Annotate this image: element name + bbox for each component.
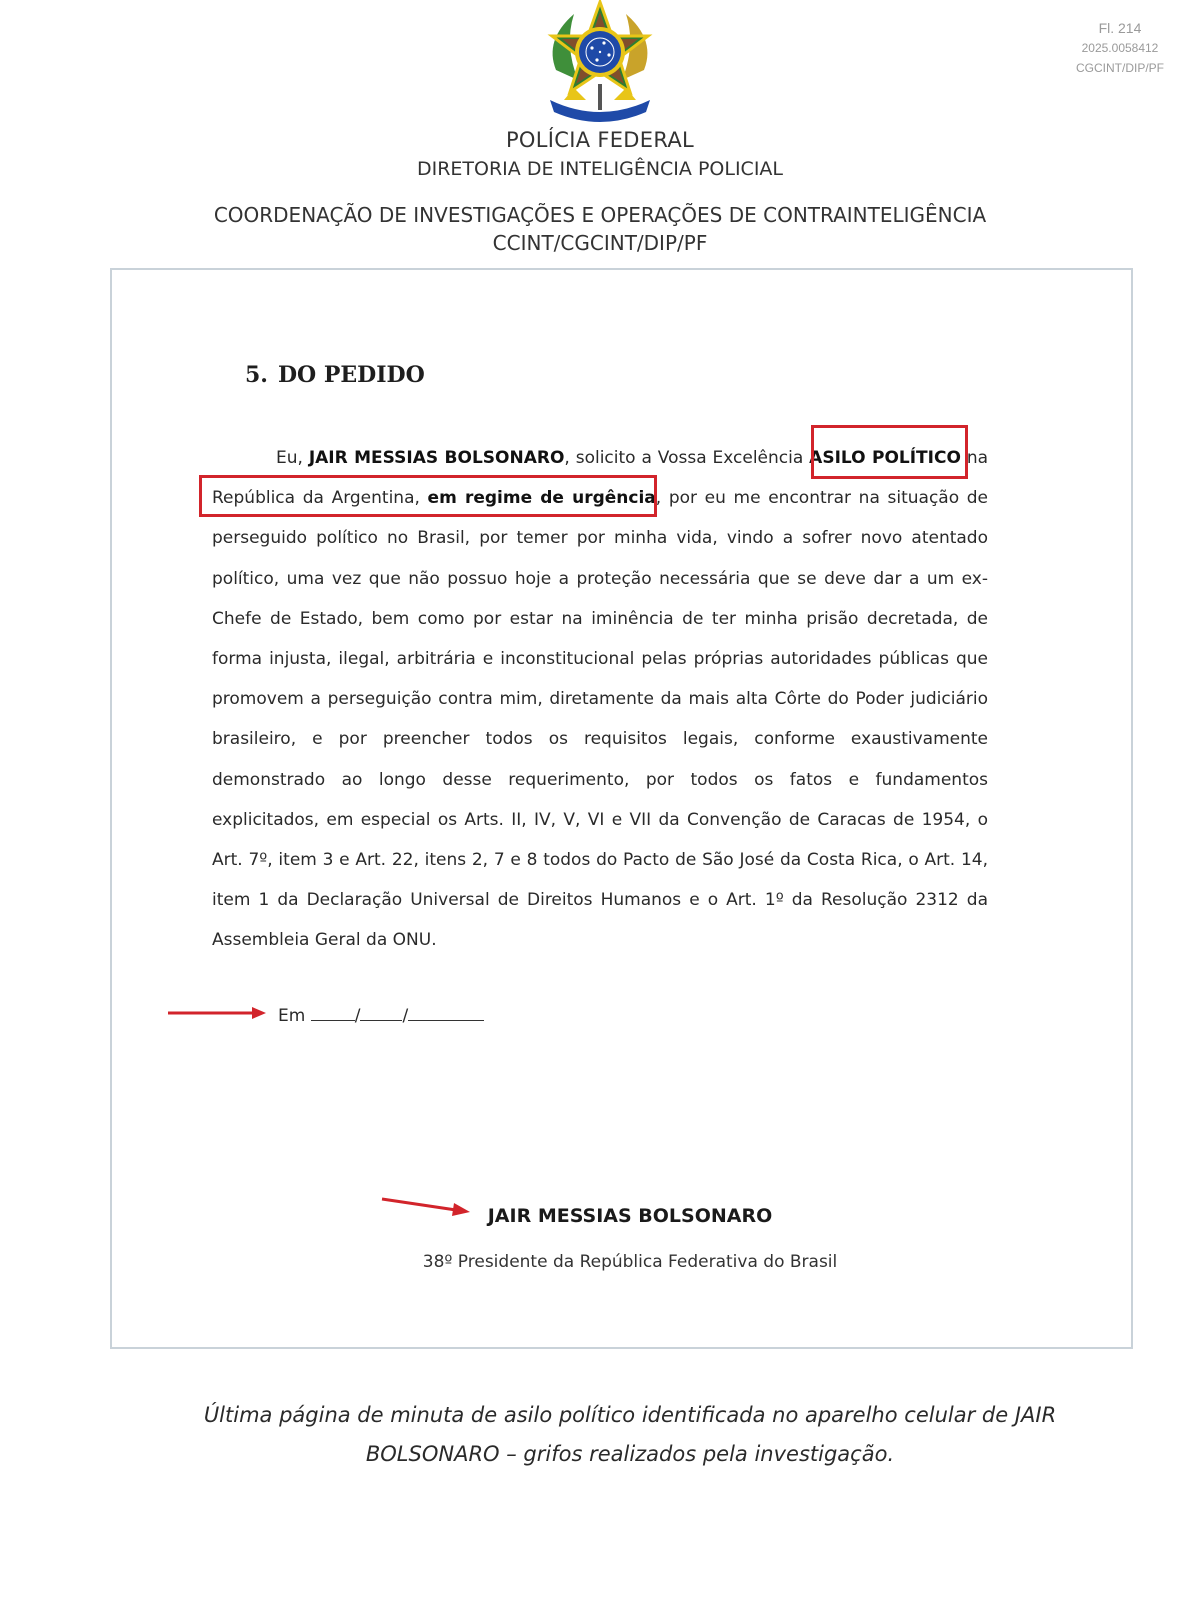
date-line — [278, 1006, 484, 1026]
date-day-blank — [311, 1006, 355, 1021]
paragraph-text: Eu, — [276, 448, 309, 468]
red-arrow-icon — [168, 1006, 268, 1020]
caption-line: BOLSONARO – grifos realizados pela investigação. — [365, 1442, 895, 1466]
process-number: 2025.0058412 — [1081, 41, 1159, 55]
caption-line: Última página de minuta de asilo político identificada no aparelho celular de JAIR — [203, 1403, 1057, 1427]
agency-name: POLÍCIA FEDERAL — [505, 128, 695, 152]
date-separator: / — [402, 1006, 409, 1026]
paragraph-text: , por eu me encontrar na situação de perseguido político no Brasil, por temer por minha vida, vindo a sofrer novo atentado político, uma vez que não possuo hoje a proteção necessária que se deve dar a um ex-Chefe de Estado, bem como por estar na iminência de ter minha prisão decretada, de forma injusta, ilegal, arbitrária e inconstitucional pelas próprias autoridades públicas que promovem a perseguição contra mim, diretamente da mais alta Côrte do Poder judiciário brasileiro, e por preencher todos os requisitos legais, conforme exaustivamente demonstrado ao longo desse requerimento, por todos os fatos e fundamentos explicitados, em especial os Arts. II, IV, V, VI e VII da Convenção de Caracas de 1954, o Art. 7º, item 3 e Art. 22, itens 2, 7 e 8 todos do Pacto de São José da Costa Rica, o Art. 14, item 1 da Declaração Universal de Direitos Humanos e o Art. 1º da Resolução 2312 da Assembleia Geral da ONU. — [212, 488, 989, 951]
highlight-box-urgency — [199, 475, 657, 517]
date-label: Em — [278, 1006, 306, 1026]
date-separator: / — [354, 1006, 361, 1026]
date-month-blank — [360, 1006, 402, 1021]
signature-name: JAIR MESSIAS BOLSONARO — [487, 1205, 773, 1227]
folio-number: Fl. 214 — [1098, 20, 1142, 36]
urgency-term: em regime de urgência — [427, 488, 656, 509]
unit-code: CGCINT/DIP/PF — [1075, 61, 1164, 75]
folio-stamp — [1076, 18, 1164, 78]
signature-title: 38º Presidente da República Federativa do Brasil — [422, 1252, 838, 1272]
highlight-box-asylum — [811, 425, 968, 479]
section-number: 5. — [245, 362, 268, 388]
date-year-blank — [408, 1006, 484, 1021]
brazil-coat-of-arms-icon — [534, 0, 666, 122]
section-heading — [245, 362, 425, 388]
paragraph-text: , solicito a Vossa Excelência — [564, 448, 810, 468]
asylum-term: ASILO POLÍTICO — [809, 448, 961, 468]
requester-name: JAIR MESSIAS BOLSONARO — [308, 448, 565, 468]
section-title: DO PEDIDO — [277, 362, 425, 388]
paragraph-text: na República da Argentina, — [212, 448, 989, 509]
coordination-code: CCINT/CGCINT/DIP/PF — [492, 231, 708, 255]
figure-caption — [0, 1396, 1200, 1474]
coordination-name: COORDENAÇÃO DE INVESTIGAÇÕES E OPERAÇÕES DE CONTRAINTELIGÊNCIA — [213, 203, 987, 227]
directorate-name: DIRETORIA DE INTELIGÊNCIA POLICIAL — [416, 158, 784, 180]
